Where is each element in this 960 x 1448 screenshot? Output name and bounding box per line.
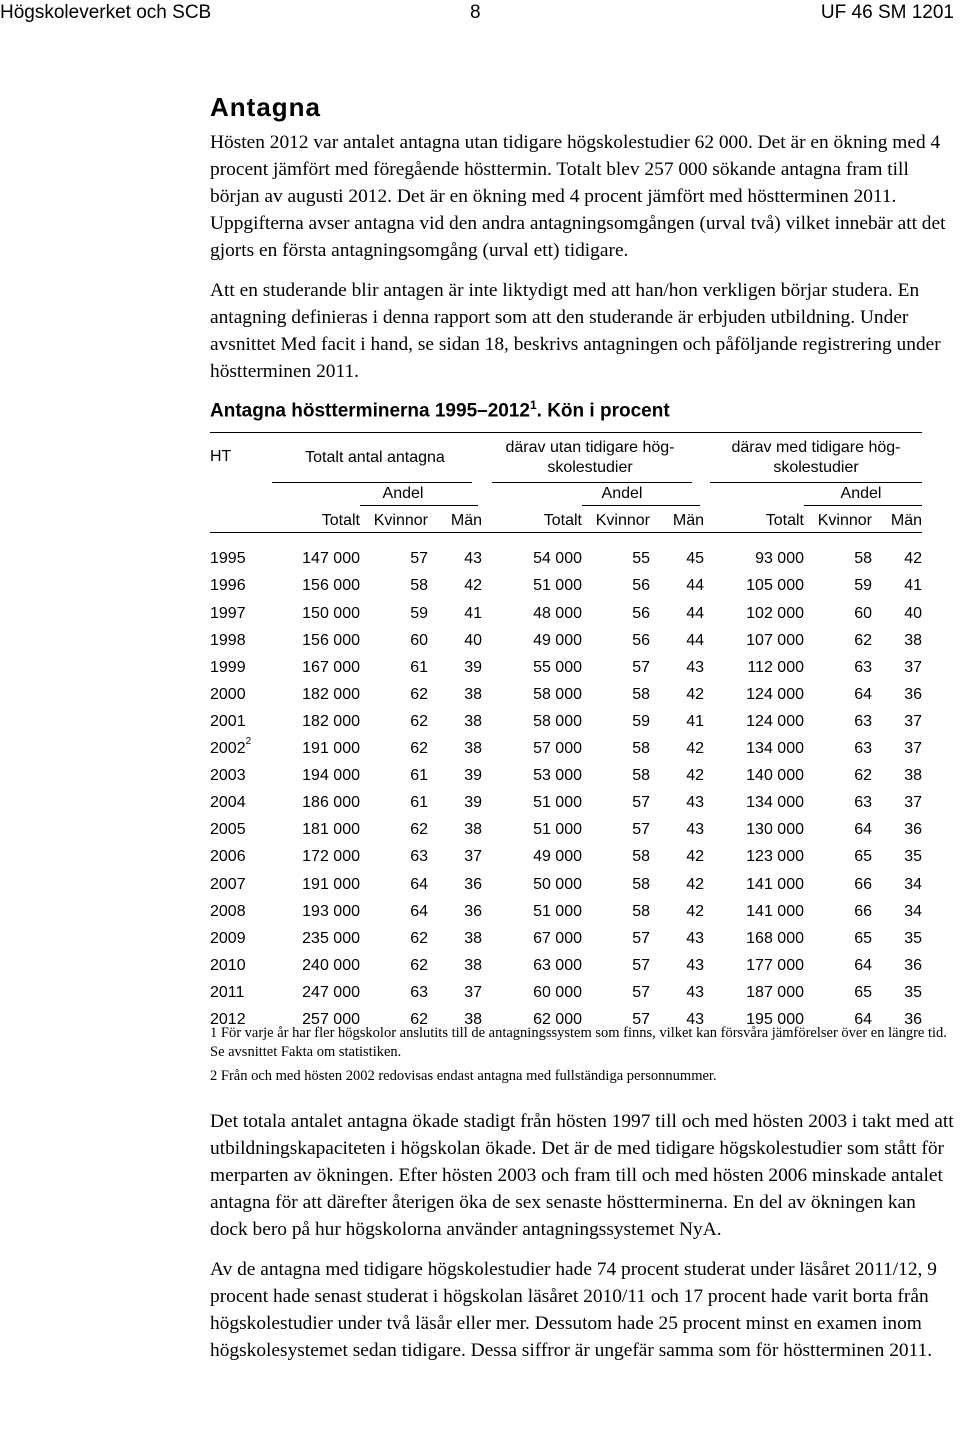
andel-label-2: Andel: [601, 485, 643, 503]
cell-men-3: 36: [904, 821, 922, 839]
cell-total-3: 177 000: [746, 956, 804, 974]
cell-men-2: 45: [686, 550, 704, 568]
row-year: [210, 767, 246, 785]
page-number: 8: [470, 2, 481, 23]
row-year: [210, 821, 246, 839]
cell-men-3: 35: [904, 929, 922, 947]
sub-header-total-2: Totalt: [543, 512, 582, 530]
cell-women-3: 63: [854, 712, 872, 730]
admissions-table: [210, 432, 930, 1029]
cell-total-2: 51 000: [533, 577, 582, 595]
row-year: [210, 794, 246, 812]
cell-total-3: 141 000: [746, 875, 804, 893]
andel-rule-1: [360, 505, 478, 506]
cell-women-1: 62: [410, 929, 428, 947]
footnote-2: 2 Från och med hösten 2002 redovisas endast antagna med fullständiga personnummer.: [210, 1068, 717, 1085]
cell-total-2: 57 000: [533, 740, 582, 758]
cell-total-1: 193 000: [302, 902, 360, 920]
cell-women-1: 64: [410, 902, 428, 920]
cell-men-3: 42: [904, 550, 922, 568]
cell-total-2: 55 000: [533, 658, 582, 676]
cell-men-2: 42: [686, 767, 704, 785]
cell-total-2: 53 000: [533, 767, 582, 785]
cell-men-2: 43: [686, 956, 704, 974]
cell-total-2: 51 000: [533, 902, 582, 920]
cell-women-3: 58: [854, 550, 872, 568]
group-header-total: Totalt antal antagna: [305, 449, 445, 467]
cell-total-1: 167 000: [302, 658, 360, 676]
row-year-label: 2006: [210, 848, 246, 866]
table-title-footnote-ref: 1: [529, 398, 537, 412]
cell-men-2: 41: [686, 712, 704, 730]
cell-men-3: 35: [904, 983, 922, 1001]
sub-header-total-1: Totalt: [321, 512, 360, 530]
cell-total-2: 60 000: [533, 983, 582, 1001]
andel-rule-2: [582, 505, 700, 506]
cell-men-3: 36: [904, 1011, 922, 1029]
cell-men-1: 39: [464, 794, 482, 812]
row-year-label: 2003: [210, 767, 246, 785]
row-year: [210, 984, 244, 1002]
cell-women-1: 62: [410, 821, 428, 839]
paragraph-analysis-2: Av de antagna med tidigare högskolestudier hade 74 procent studerat under läsåret 2011/12, 9 procent hade senast studerat i högskolan läsåret 2010/11 och 17 procent hade varit borta från högskolestudier under två läsår eller mer. Dessutom hade 25 procent minst en examen inom högskolesystemet sedan tidigare. Dessa siffror är ungefär samma som för höstterminen 2011.: [210, 1259, 937, 1362]
cell-men-3: 35: [904, 848, 922, 866]
row-year: [210, 713, 246, 731]
table-title-main: Antagna höstterminerna 1995–2012: [210, 400, 530, 422]
cell-total-2: 48 000: [533, 604, 582, 622]
row-year: [210, 550, 246, 568]
cell-men-3: 36: [904, 956, 922, 974]
cell-women-1: 62: [410, 956, 428, 974]
cell-women-2: 56: [632, 604, 650, 622]
row-year-label: 2009: [210, 929, 246, 947]
group-header-without-prior: därav utan tidigare hög-skolestudier: [505, 439, 675, 477]
header-bottom-rule: [210, 532, 922, 533]
cell-total-3: 112 000: [747, 658, 804, 676]
cell-women-3: 64: [854, 956, 872, 974]
cell-total-3: 105 000: [746, 577, 804, 595]
cell-men-3: 34: [904, 902, 922, 920]
row-year: [210, 876, 246, 894]
cell-men-1: 42: [464, 577, 482, 595]
cell-men-2: 43: [686, 929, 704, 947]
cell-men-1: 39: [464, 767, 482, 785]
andel-label-3: Andel: [840, 485, 882, 503]
cell-total-3: 102 000: [746, 604, 804, 622]
cell-men-1: 38: [464, 685, 482, 703]
sub-header-men-2: Män: [672, 512, 704, 530]
cell-total-2: 51 000: [533, 794, 582, 812]
cell-women-2: 57: [632, 983, 650, 1001]
cell-women-2: 57: [632, 929, 650, 947]
row-year: [210, 848, 246, 866]
cell-men-3: 37: [904, 740, 922, 758]
cell-total-1: 247 000: [302, 983, 360, 1001]
cell-men-2: 44: [686, 604, 704, 622]
andel-label-1: Andel: [382, 485, 424, 503]
cell-total-3: 93 000: [755, 550, 804, 568]
cell-men-3: 36: [904, 685, 922, 703]
cell-total-2: 49 000: [533, 848, 582, 866]
cell-women-3: 62: [854, 767, 872, 785]
sub-header-women-1: Kvinnor: [373, 512, 428, 530]
cell-women-2: 58: [632, 740, 650, 758]
row-year-label: 1995: [210, 550, 246, 568]
table-title-rest: . Kön i procent: [536, 400, 670, 422]
cell-total-1: 182 000: [302, 712, 360, 730]
cell-men-1: 43: [464, 550, 482, 568]
cell-women-1: 64: [410, 875, 428, 893]
paragraph-intro-2: Att en studerande blir antagen är inte liktydigt med att han/hon verkligen börjar studera. En antagning definieras i denna rapport som att den studerande är erbjuden utbildning. Under avsnittet Med facit i hand, se sidan 18, beskrivs antagningen och påföljande registrering under höstterminen 2011.: [210, 280, 941, 382]
cell-total-3: 140 000: [746, 767, 804, 785]
cell-men-3: 41: [904, 577, 922, 595]
row-year: [210, 903, 246, 921]
cell-women-3: 63: [854, 794, 872, 812]
cell-men-2: 42: [686, 875, 704, 893]
cell-total-1: 186 000: [302, 794, 360, 812]
cell-men-1: 38: [464, 956, 482, 974]
row-year-label: 2000: [210, 685, 246, 703]
cell-men-1: 36: [464, 902, 482, 920]
cell-men-1: 40: [464, 631, 482, 649]
col-header-ht: HT: [210, 448, 232, 466]
cell-men-3: 38: [904, 767, 922, 785]
cell-women-2: 57: [632, 1011, 650, 1029]
cell-men-2: 42: [686, 740, 704, 758]
cell-women-2: 57: [632, 821, 650, 839]
cell-women-2: 58: [632, 767, 650, 785]
cell-women-1: 59: [410, 604, 428, 622]
cell-women-3: 65: [854, 983, 872, 1001]
page-content: [210, 92, 955, 1377]
row-year-label: 2005: [210, 821, 246, 839]
cell-women-3: 66: [854, 902, 872, 920]
cell-women-1: 57: [410, 550, 428, 568]
cell-men-2: 42: [686, 848, 704, 866]
row-year-label: 1998: [210, 631, 246, 649]
sub-header-men-1: Män: [450, 512, 482, 530]
cell-women-3: 65: [854, 929, 872, 947]
group-rule-1: [272, 482, 472, 483]
row-year-label: 2012: [210, 1011, 246, 1029]
cell-total-3: 134 000: [746, 740, 804, 758]
cell-women-2: 55: [632, 550, 650, 568]
cell-men-2: 43: [686, 794, 704, 812]
cell-women-1: 62: [410, 685, 428, 703]
cell-total-3: 134 000: [746, 794, 804, 812]
cell-women-1: 61: [410, 658, 428, 676]
cell-men-1: 38: [464, 712, 482, 730]
cell-men-2: 44: [686, 631, 704, 649]
cell-women-1: 62: [410, 712, 428, 730]
cell-men-1: 38: [464, 740, 482, 758]
cell-total-1: 191 000: [302, 875, 360, 893]
cell-total-3: 124 000: [746, 685, 804, 703]
row-year-label: 1997: [210, 604, 246, 622]
cell-total-1: 182 000: [302, 685, 360, 703]
cell-total-2: 50 000: [533, 875, 582, 893]
row-year: [210, 1011, 246, 1029]
sub-header-men-3: Män: [890, 512, 922, 530]
cell-total-1: 257 000: [302, 1011, 360, 1029]
group-rule-3: [710, 482, 922, 483]
row-year: [210, 736, 252, 758]
cell-total-3: 141 000: [746, 902, 804, 920]
row-year: [210, 577, 246, 595]
cell-women-1: 61: [410, 794, 428, 812]
andel-rule-3: [804, 505, 922, 506]
cell-women-3: 59: [854, 577, 872, 595]
row-year-label: 2002: [210, 740, 246, 758]
sub-header-women-3: Kvinnor: [817, 512, 872, 530]
cell-men-3: 37: [904, 794, 922, 812]
cell-women-3: 65: [854, 848, 872, 866]
cell-women-2: 57: [632, 658, 650, 676]
cell-total-1: 235 000: [302, 929, 360, 947]
cell-women-3: 60: [854, 604, 872, 622]
row-year-label: 1999: [210, 658, 246, 676]
cell-men-2: 42: [686, 685, 704, 703]
row-year-label: 2001: [210, 712, 246, 730]
cell-total-1: 147 000: [302, 550, 360, 568]
paragraph-intro-1: Hösten 2012 var antalet antagna utan tidigare högskolestudier 62 000. Det är en ökning med 4 procent jämfört med föregående hösttermin. Totalt blev 257 000 sökande antagna fram till början av augusti 2012. Det är en ökning med 4 procent jämfört med höstterminen 2011. Uppgifterna avser antagna vid den andra antagningsomgången (urval två) vilket innebär att det gjorts en första antagningsomgång (urval ett) tidigare.: [210, 132, 946, 261]
cell-women-2: 57: [632, 794, 650, 812]
cell-women-2: 56: [632, 631, 650, 649]
cell-men-1: 41: [464, 604, 482, 622]
cell-women-3: 62: [854, 631, 872, 649]
row-year-label: 2010: [210, 956, 246, 974]
header-left: Högskoleverket och SCB: [0, 2, 212, 23]
cell-women-3: 66: [854, 875, 872, 893]
cell-women-1: 60: [410, 631, 428, 649]
cell-women-2: 58: [632, 685, 650, 703]
cell-total-3: 187 000: [746, 983, 804, 1001]
cell-men-3: 37: [904, 658, 922, 676]
cell-total-2: 54 000: [533, 550, 582, 568]
sub-header-women-2: Kvinnor: [595, 512, 650, 530]
table-top-rule: [210, 432, 922, 433]
cell-women-3: 64: [854, 685, 872, 703]
table-footnotes: [210, 1024, 955, 1086]
cell-women-3: 63: [854, 740, 872, 758]
cell-men-3: 34: [904, 875, 922, 893]
cell-women-2: 58: [632, 875, 650, 893]
cell-men-1: 38: [464, 929, 482, 947]
cell-men-2: 43: [686, 983, 704, 1001]
cell-women-3: 64: [854, 1011, 872, 1029]
header-right: UF 46 SM 1201: [820, 2, 954, 23]
row-footnote-ref: 2: [245, 736, 252, 748]
cell-total-2: 67 000: [533, 929, 582, 947]
paragraph-analysis-1: Det totala antalet antagna ökade stadigt från hösten 1997 till och med hösten 2003 i takt med att utbildningskapaciteten i högskolan ökade. Det är de med tidigare högskolestudier som stått för merparten av ökningen. Efter hösten 2003 och fram till och med hösten 2006 minskade antalet antagna för att därefter återigen öka de sex senaste höstterminerna. En del av ökningen kan dock bero på hur högskolorna använder antagningssystemet NyA.: [210, 1111, 954, 1241]
row-year: [210, 632, 246, 650]
cell-men-2: 43: [686, 1011, 704, 1029]
row-year: [210, 957, 246, 975]
cell-men-3: 38: [904, 631, 922, 649]
row-year-label: 2011: [210, 983, 245, 1001]
cell-men-1: 37: [464, 848, 482, 866]
cell-total-1: 194 000: [302, 767, 360, 785]
cell-total-3: 195 000: [746, 1011, 804, 1029]
row-year-label: 2007: [210, 875, 246, 893]
cell-total-3: 107 000: [746, 631, 804, 649]
group-rule-2: [492, 482, 692, 483]
cell-women-1: 62: [410, 1011, 428, 1029]
cell-women-1: 63: [410, 983, 428, 1001]
cell-men-1: 38: [464, 1011, 482, 1029]
cell-total-2: 58 000: [533, 685, 582, 703]
row-year: [210, 930, 246, 948]
cell-total-1: 156 000: [302, 577, 360, 595]
sub-header-total-3: Totalt: [765, 512, 804, 530]
row-year: [210, 605, 246, 623]
cell-total-1: 240 000: [302, 956, 360, 974]
cell-men-2: 43: [686, 658, 704, 676]
cell-men-3: 40: [904, 604, 922, 622]
cell-men-1: 39: [464, 658, 482, 676]
cell-women-3: 64: [854, 821, 872, 839]
cell-total-3: 123 000: [746, 848, 804, 866]
cell-men-2: 42: [686, 902, 704, 920]
cell-total-1: 172 000: [302, 848, 360, 866]
cell-men-1: 38: [464, 821, 482, 839]
cell-total-3: 168 000: [746, 929, 804, 947]
cell-total-1: 150 000: [302, 604, 360, 622]
cell-men-3: 37: [904, 712, 922, 730]
row-year-label: 1996: [210, 577, 246, 595]
cell-women-2: 56: [632, 577, 650, 595]
cell-men-1: 36: [464, 875, 482, 893]
group-header-with-prior: därav med tidigare hög-skolestudier: [731, 439, 901, 477]
cell-total-2: 51 000: [533, 821, 582, 839]
cell-total-1: 156 000: [302, 631, 360, 649]
row-year: [210, 659, 246, 677]
cell-total-2: 49 000: [533, 631, 582, 649]
cell-women-1: 63: [410, 848, 428, 866]
cell-women-1: 58: [410, 577, 428, 595]
cell-total-2: 63 000: [533, 956, 582, 974]
cell-women-1: 62: [410, 740, 428, 758]
cell-men-1: 37: [464, 983, 482, 1001]
cell-women-2: 58: [632, 902, 650, 920]
row-year: [210, 686, 246, 704]
cell-men-2: 44: [686, 577, 704, 595]
cell-women-1: 61: [410, 767, 428, 785]
cell-total-3: 130 000: [746, 821, 804, 839]
row-year-label: 2004: [210, 794, 246, 812]
cell-women-3: 63: [854, 658, 872, 676]
cell-total-1: 181 000: [302, 821, 360, 839]
section-title: Antagna: [210, 92, 321, 122]
footnote-1: 1 För varje år har fler högskolor anslutits till de antagningssystem som finns, vilket kan försvåra jämförelser över en längre tid. Se avsnittet Fakta om statistiken.: [210, 1025, 947, 1061]
cell-total-2: 62 000: [533, 1011, 582, 1029]
table-title: [210, 398, 955, 422]
cell-women-2: 59: [632, 712, 650, 730]
cell-total-2: 58 000: [533, 712, 582, 730]
row-year-label: 2008: [210, 902, 246, 920]
cell-men-2: 43: [686, 821, 704, 839]
cell-total-3: 124 000: [746, 712, 804, 730]
cell-women-2: 57: [632, 956, 650, 974]
cell-women-2: 58: [632, 848, 650, 866]
cell-total-1: 191 000: [302, 740, 360, 758]
